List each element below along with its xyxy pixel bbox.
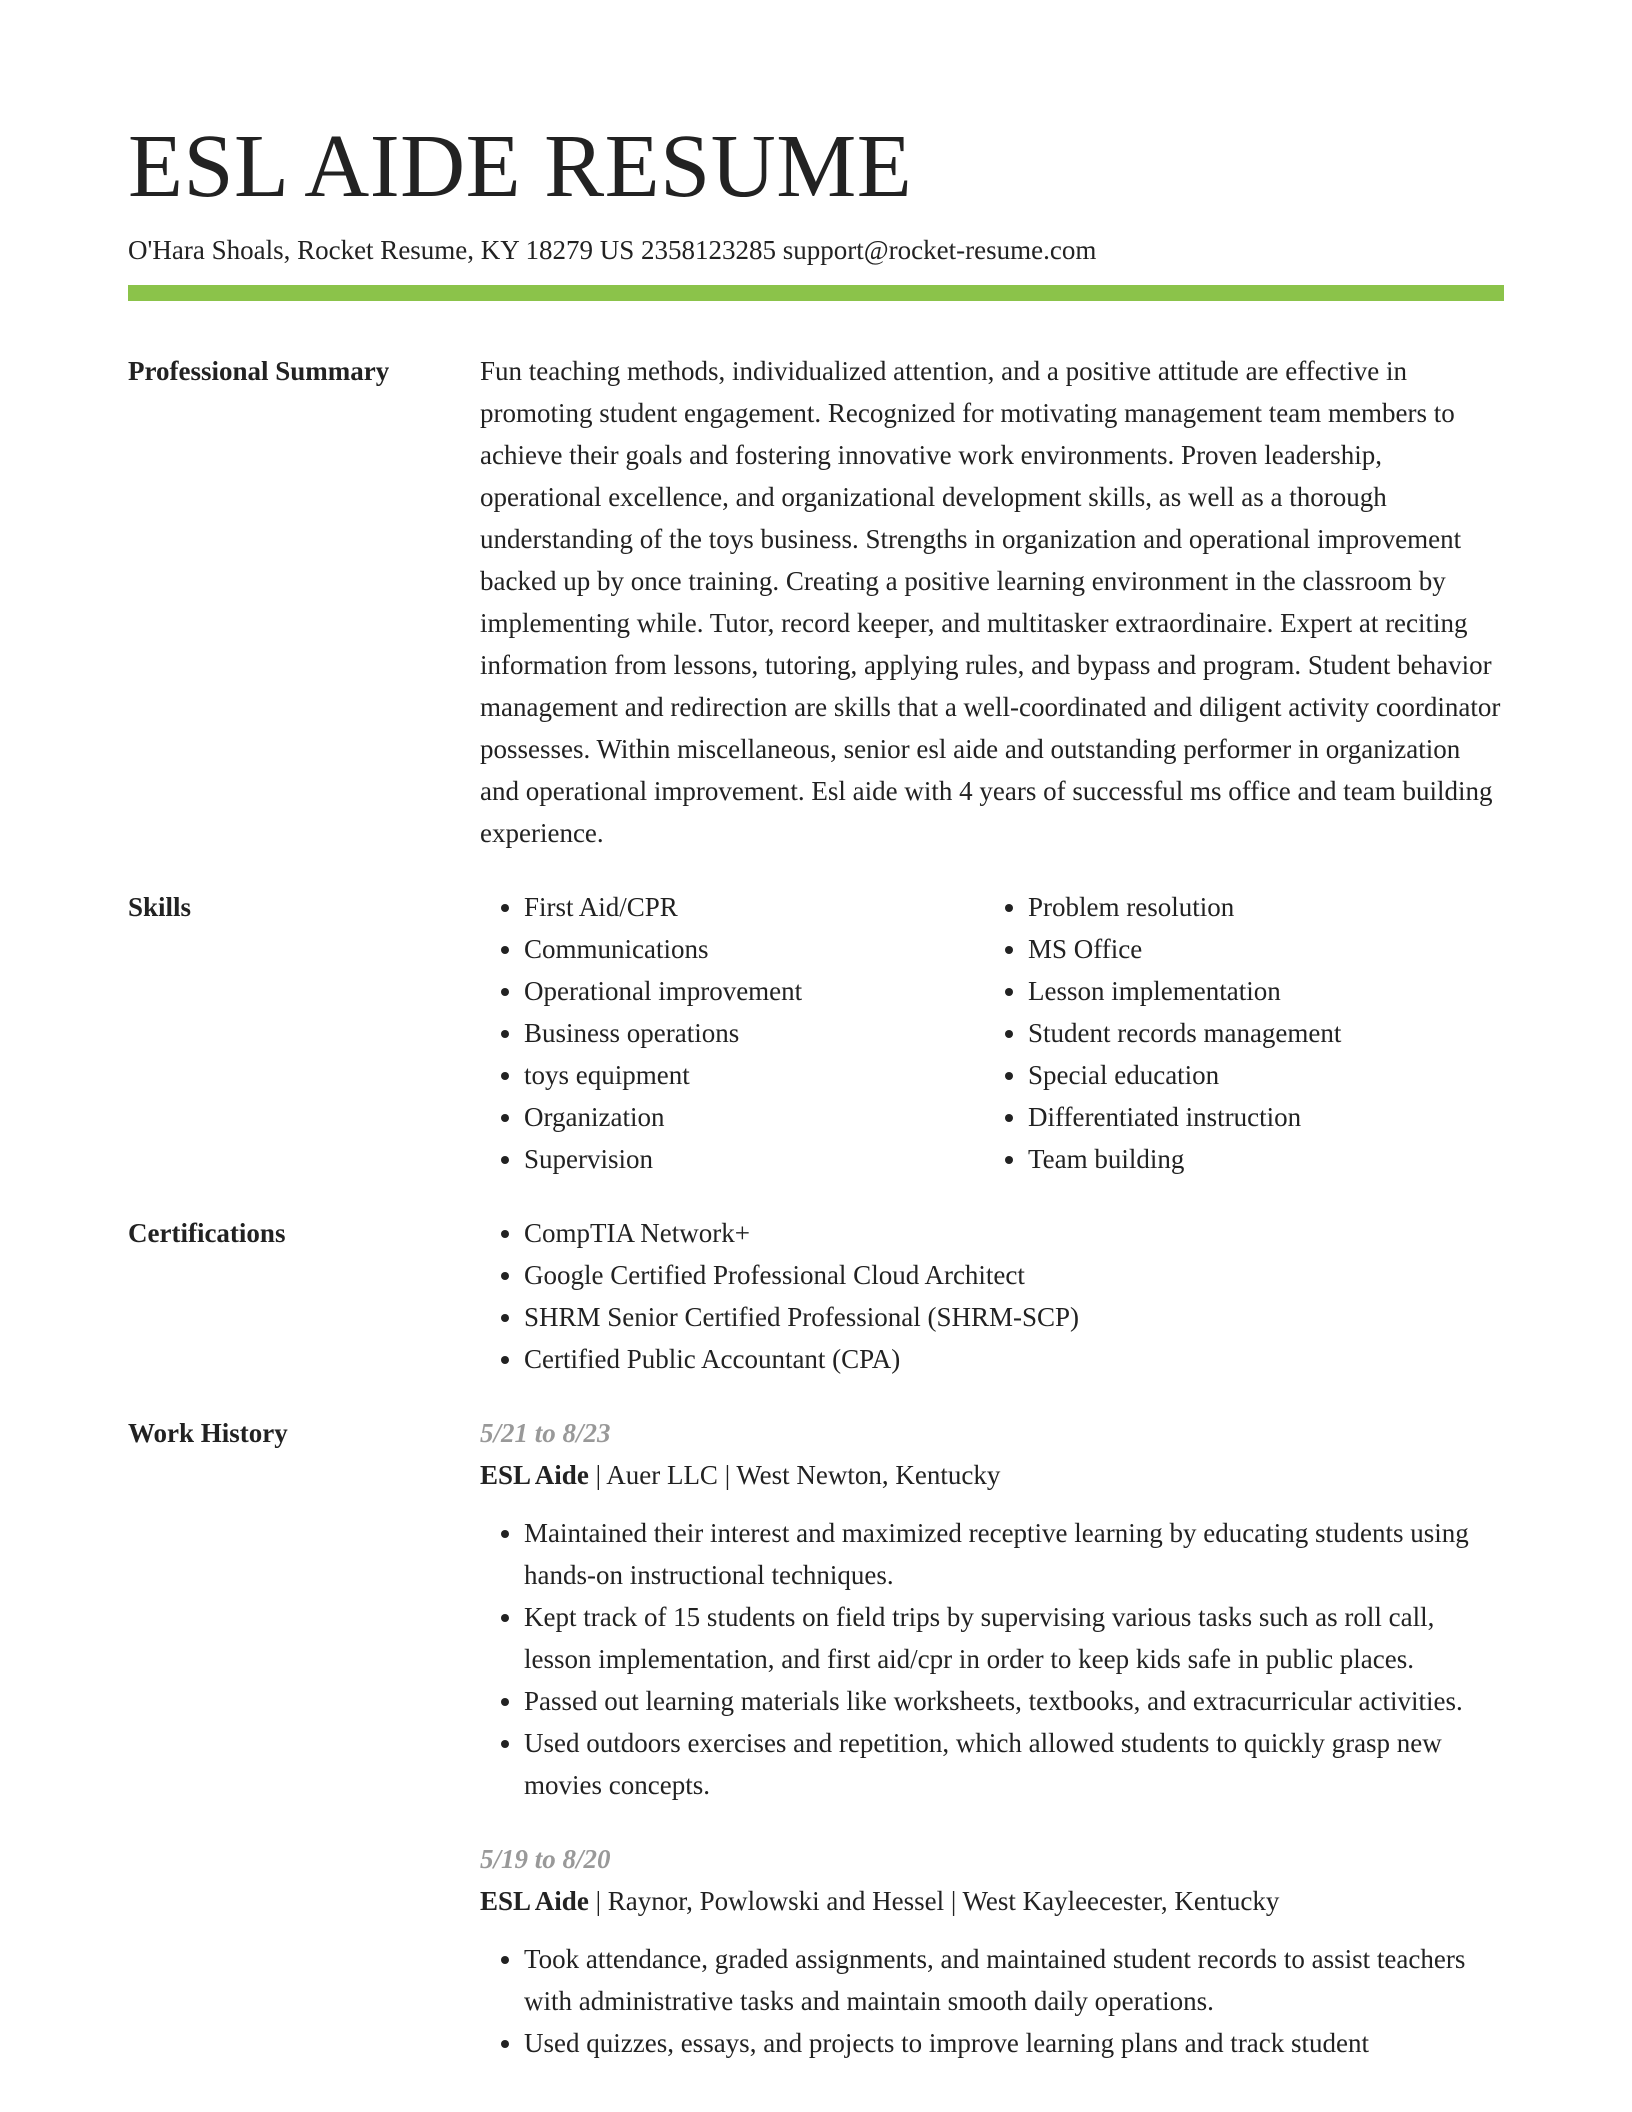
skill-item: • Organization [524,1096,984,1138]
skill-item: • Problem resolution [1028,886,1488,928]
summary-text: Fun teaching methods, individualized attention, and a positive attitude are effective in promoting student engagement. Recognized for motivating management team members to achieve their goals and fostering innovative work environments. Proven leadership, operational excellence, and organizational development skills, as well as a thorough understanding of the toys business. Strengths in organization and operational improvement backed up by once training. Creating a positive learning environment in the classroom by implementing while. Tutor, record keeper, and multitasker extraordinaire. Expert at reciting information from lessons, tutoring, applying rules, and bypass and program. Student behavior management and redirection are skills that a well-coordinated and diligent activity coordinator possesses. Within miscellaneous, senior esl aide and outstanding performer in organization and operational improvement. Esl aide with 4 years of successful ms office and team building experience. [480,356,1501,848]
job-bullet: • Maintained their interest and maximized receptive learning by educating students using hands-on instructional techniques. [524,1512,1504,1596]
job-entry [480,1838,1504,2064]
summary-section [128,350,1504,854]
certifications-section [128,1212,1504,1380]
certifications-list [480,1212,1504,1380]
job-details: | Auer LLC | West Newton, Kentucky [588,1460,1001,1490]
certifications-heading: Certifications [128,1218,286,1248]
certification-item: • CompTIA Network+ [524,1212,1504,1254]
skill-item: • Supervision [524,1138,984,1180]
job-title-line [480,1454,1504,1496]
job-bullet: • Passed out learning materials like worksheets, textbooks, and extracurricular activities. [524,1680,1504,1722]
job-title: ESL Aide [480,1886,589,1916]
skill-item: • toys equipment [524,1054,984,1096]
job-dates: 5/21 to 8/23 [480,1418,611,1448]
skills-body [480,886,1504,1180]
resume-title: ESL AIDE RESUME [128,117,913,216]
skill-item: • Special education [1028,1054,1488,1096]
accent-divider [128,285,1504,301]
contact-line: O'Hara Shoals, Rocket Resume, KY 18279 US 2358123285 support@rocket-resume.com [128,235,1097,265]
certification-item: • Google Certified Professional Cloud Architect [524,1254,1504,1296]
certifications-body [480,1212,1504,1380]
skills-left-list [480,886,984,1180]
skills-heading: Skills [128,892,192,922]
work-history-body [480,1412,1504,2064]
job-bullet: • Used quizzes, essays, and projects to improve learning plans and track student [524,2022,1504,2064]
skill-item: • Differentiated instruction [1028,1096,1488,1138]
skill-item: • Team building [1028,1138,1488,1180]
job-bullet: • Kept track of 15 students on field trips by supervising various tasks such as roll call, lesson implementation, and first aid/cpr in order to keep kids safe in public places. [524,1596,1504,1680]
skill-item: • Communications [524,928,984,970]
resume-sections [128,350,1504,2064]
skill-item: • Lesson implementation [1028,970,1488,1012]
skill-item: • Operational improvement [524,970,984,1012]
skill-item: • Business operations [524,1012,984,1054]
skill-item: • MS Office [1028,928,1488,970]
job-entry [480,1412,1504,1806]
job-bullet: • Used outdoors exercises and repetition, which allowed students to quickly grasp new movies concepts. [524,1722,1504,1806]
certification-item: • Certified Public Accountant (CPA) [524,1338,1504,1380]
job-details: | Raynor, Powlowski and Hessel | West Kayleecester, Kentucky [588,1886,1280,1916]
job-title: ESL Aide [480,1460,589,1490]
job-dates: 5/19 to 8/20 [480,1844,611,1874]
skills-grid [480,886,1504,1180]
summary-body [480,350,1504,854]
skill-item: • Student records management [1028,1012,1488,1054]
job-bullets [480,1938,1504,2064]
job-title-line [480,1880,1504,1922]
summary-heading: Professional Summary [128,356,390,386]
work-history-section [128,1412,1504,2064]
skills-right-list [984,886,1488,1180]
work-history-heading: Work History [128,1418,288,1448]
job-bullet: • Took attendance, graded assignments, and maintained student records to assist teachers with administrative tasks and maintain smooth daily operations. [524,1938,1504,2022]
skills-section [128,886,1504,1180]
skill-item: • First Aid/CPR [524,886,984,928]
job-bullets [480,1512,1504,1806]
certification-item: • SHRM Senior Certified Professional (SHRM-SCP) [524,1296,1504,1338]
